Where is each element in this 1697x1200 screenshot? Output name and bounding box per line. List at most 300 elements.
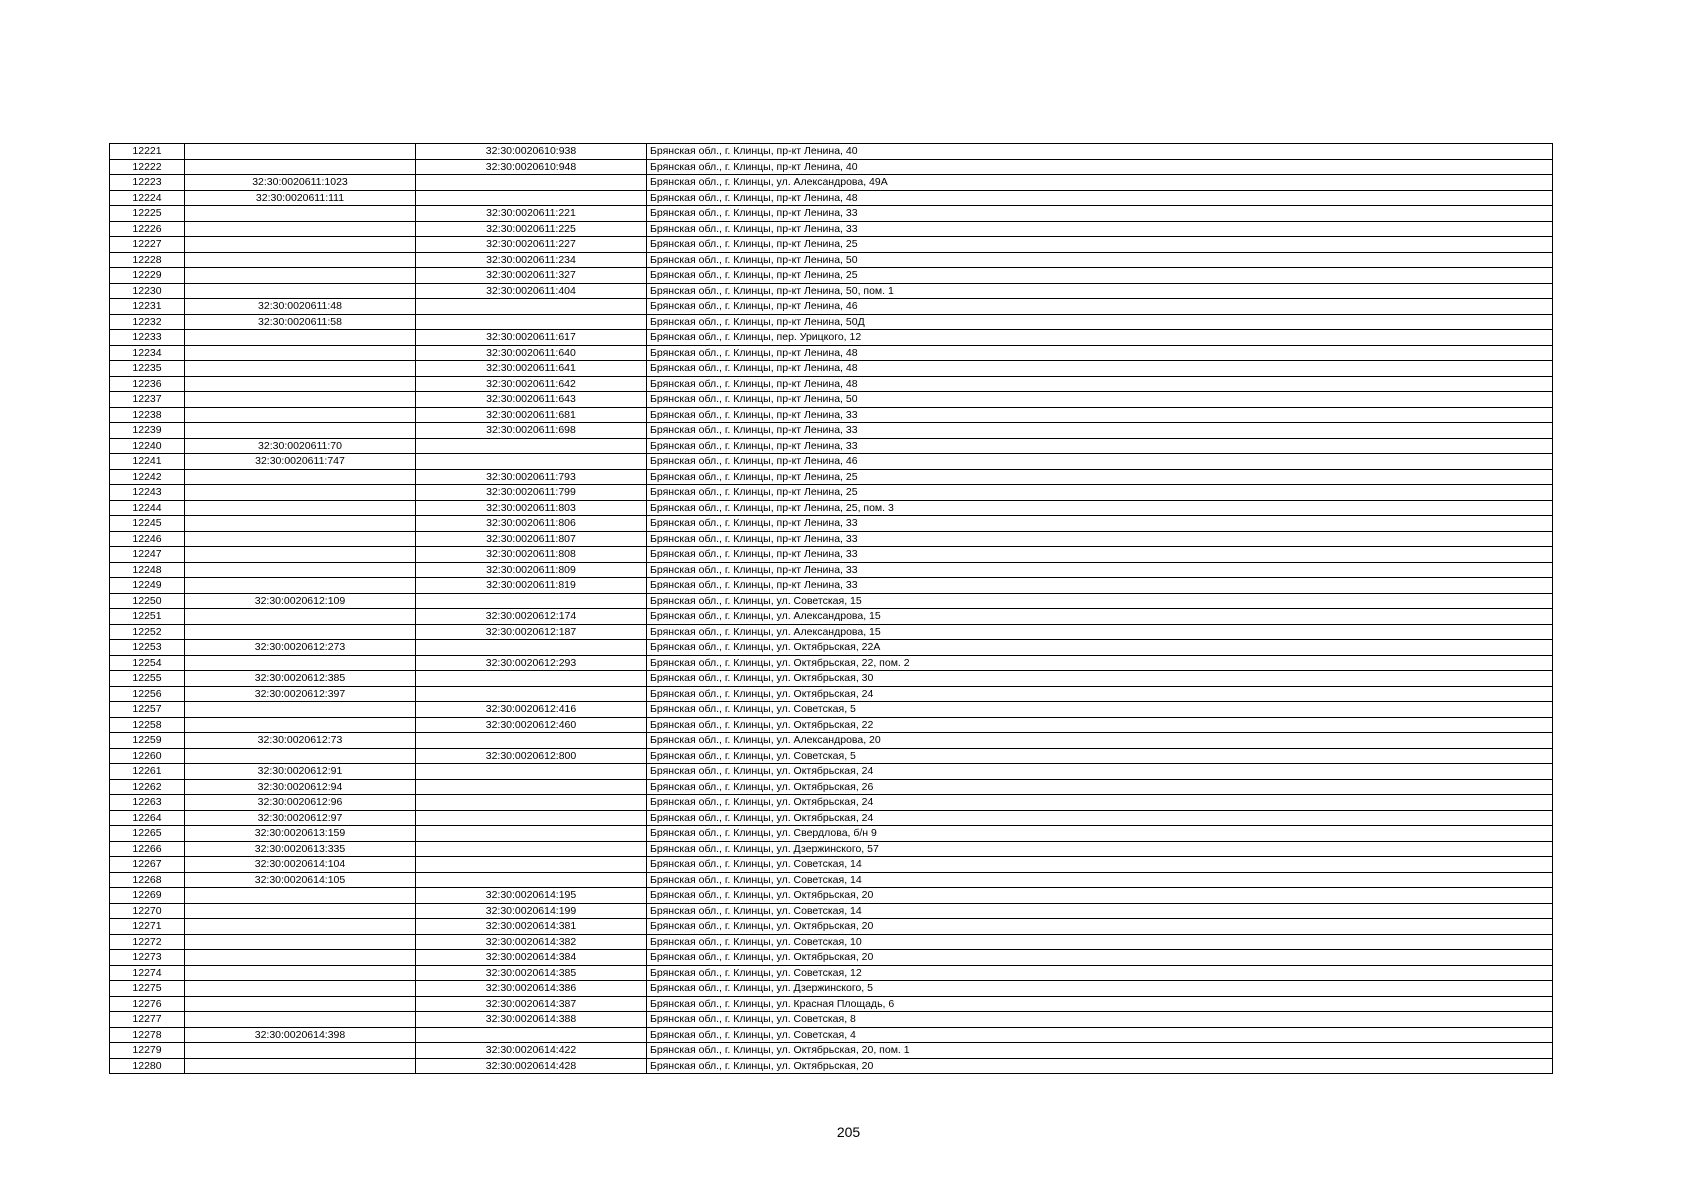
cadastral-number-a-cell (185, 624, 416, 640)
cadastral-number-a-cell (185, 609, 416, 625)
table-row (110, 857, 1553, 873)
row-number-cell: 12280 (110, 1058, 185, 1074)
cadastral-number-b-cell: 32:30:0020612:800 (416, 748, 647, 764)
row-number-cell: 12262 (110, 779, 185, 795)
address-cell: Брянская обл., г. Клинцы, ул. Советская, 15 (647, 593, 1553, 609)
cadastral-number-b-cell: 32:30:0020611:819 (416, 578, 647, 594)
row-number-cell: 12223 (110, 175, 185, 191)
table-row (110, 655, 1553, 671)
table-row (110, 268, 1553, 284)
row-number-cell: 12239 (110, 423, 185, 439)
row-number-cell: 12278 (110, 1027, 185, 1043)
address-cell: Брянская обл., г. Клинцы, ул. Свердлова, б/н 9 (647, 826, 1553, 842)
cadastral-number-a-cell (185, 531, 416, 547)
cadastral-number-a-cell (185, 516, 416, 532)
table-row (110, 640, 1553, 656)
table-row (110, 717, 1553, 733)
cadastral-number-b-cell: 32:30:0020614:385 (416, 965, 647, 981)
cadastral-number-a-cell (185, 996, 416, 1012)
cadastral-number-a-cell (185, 283, 416, 299)
table-row (110, 624, 1553, 640)
registry-table-body (110, 144, 1553, 1074)
address-cell: Брянская обл., г. Клинцы, ул. Октябрьская, 24 (647, 795, 1553, 811)
cadastral-number-a-cell (185, 206, 416, 222)
row-number-cell: 12230 (110, 283, 185, 299)
table-row (110, 779, 1553, 795)
cadastral-number-b-cell: 32:30:0020611:617 (416, 330, 647, 346)
row-number-cell: 12234 (110, 345, 185, 361)
table-row (110, 500, 1553, 516)
cadastral-number-a-cell: 32:30:0020614:398 (185, 1027, 416, 1043)
cadastral-number-b-cell: 32:30:0020611:643 (416, 392, 647, 408)
row-number-cell: 12228 (110, 252, 185, 268)
row-number-cell: 12251 (110, 609, 185, 625)
cadastral-number-a-cell (185, 919, 416, 935)
table-row (110, 547, 1553, 563)
table-row (110, 407, 1553, 423)
row-number-cell: 12252 (110, 624, 185, 640)
address-cell: Брянская обл., г. Клинцы, ул. Советская, 10 (647, 934, 1553, 950)
address-cell: Брянская обл., г. Клинцы, пр-кт Ленина, 33 (647, 562, 1553, 578)
table-row (110, 221, 1553, 237)
cadastral-number-a-cell (185, 950, 416, 966)
row-number-cell: 12237 (110, 392, 185, 408)
address-cell: Брянская обл., г. Клинцы, ул. Александрова, 15 (647, 624, 1553, 640)
address-cell: Брянская обл., г. Клинцы, пр-кт Ленина, 25 (647, 237, 1553, 253)
address-cell: Брянская обл., г. Клинцы, ул. Октябрьская, 20 (647, 950, 1553, 966)
table-row (110, 981, 1553, 997)
cadastral-number-a-cell (185, 361, 416, 377)
cadastral-number-a-cell (185, 903, 416, 919)
address-cell: Брянская обл., г. Клинцы, пр-кт Ленина, 48 (647, 345, 1553, 361)
cadastral-number-a-cell: 32:30:0020614:105 (185, 872, 416, 888)
row-number-cell: 12231 (110, 299, 185, 315)
row-number-cell: 12259 (110, 733, 185, 749)
table-row (110, 376, 1553, 392)
row-number-cell: 12225 (110, 206, 185, 222)
cadastral-number-b-cell: 32:30:0020611:799 (416, 485, 647, 501)
row-number-cell: 12222 (110, 159, 185, 175)
cadastral-number-b-cell: 32:30:0020611:234 (416, 252, 647, 268)
cadastral-number-b-cell: 32:30:0020611:698 (416, 423, 647, 439)
address-cell: Брянская обл., г. Клинцы, ул. Александрова, 49А (647, 175, 1553, 191)
row-number-cell: 12274 (110, 965, 185, 981)
cadastral-number-b-cell: 32:30:0020612:187 (416, 624, 647, 640)
address-cell: Брянская обл., г. Клинцы, пр-кт Ленина, 33 (647, 438, 1553, 454)
address-cell: Брянская обл., г. Клинцы, пр-кт Ленина, 46 (647, 299, 1553, 315)
cadastral-number-a-cell (185, 1043, 416, 1059)
address-cell: Брянская обл., г. Клинцы, ул. Октябрьская, 20 (647, 888, 1553, 904)
cadastral-number-b-cell (416, 671, 647, 687)
cadastral-number-b-cell (416, 795, 647, 811)
cadastral-number-a-cell: 32:30:0020611:747 (185, 454, 416, 470)
row-number-cell: 12271 (110, 919, 185, 935)
cadastral-number-b-cell: 32:30:0020614:388 (416, 1012, 647, 1028)
cadastral-number-b-cell: 32:30:0020611:227 (416, 237, 647, 253)
cadastral-number-b-cell: 32:30:0020611:803 (416, 500, 647, 516)
table-row (110, 361, 1553, 377)
address-cell: Брянская обл., г. Клинцы, пр-кт Ленина, 46 (647, 454, 1553, 470)
table-row (110, 1012, 1553, 1028)
cadastral-number-b-cell: 32:30:0020614:199 (416, 903, 647, 919)
cadastral-number-b-cell (416, 1027, 647, 1043)
table-row (110, 826, 1553, 842)
row-number-cell: 12235 (110, 361, 185, 377)
cadastral-number-a-cell: 32:30:0020612:397 (185, 686, 416, 702)
cadastral-number-b-cell (416, 686, 647, 702)
cadastral-number-a-cell (185, 547, 416, 563)
cadastral-number-b-cell: 32:30:0020614:422 (416, 1043, 647, 1059)
cadastral-number-b-cell: 32:30:0020611:642 (416, 376, 647, 392)
row-number-cell: 12244 (110, 500, 185, 516)
row-number-cell: 12226 (110, 221, 185, 237)
row-number-cell: 12224 (110, 190, 185, 206)
cadastral-number-a-cell (185, 423, 416, 439)
table-row (110, 423, 1553, 439)
cadastral-number-a-cell (185, 392, 416, 408)
table-row (110, 485, 1553, 501)
address-cell: Брянская обл., г. Клинцы, пр-кт Ленина, 40 (647, 144, 1553, 160)
cadastral-number-a-cell (185, 717, 416, 733)
address-cell: Брянская обл., г. Клинцы, пр-кт Ленина, 33 (647, 423, 1553, 439)
cadastral-number-a-cell: 32:30:0020612:73 (185, 733, 416, 749)
cadastral-number-a-cell (185, 345, 416, 361)
cadastral-number-b-cell (416, 190, 647, 206)
address-cell: Брянская обл., г. Клинцы, пр-кт Ленина, 40 (647, 159, 1553, 175)
cadastral-number-b-cell (416, 810, 647, 826)
row-number-cell: 12273 (110, 950, 185, 966)
row-number-cell: 12268 (110, 872, 185, 888)
table-row (110, 841, 1553, 857)
row-number-cell: 12232 (110, 314, 185, 330)
address-cell: Брянская обл., г. Клинцы, пер. Урицкого, 12 (647, 330, 1553, 346)
row-number-cell: 12275 (110, 981, 185, 997)
cadastral-number-a-cell: 32:30:0020611:70 (185, 438, 416, 454)
cadastral-number-b-cell: 32:30:0020614:382 (416, 934, 647, 950)
row-number-cell: 12269 (110, 888, 185, 904)
address-cell: Брянская обл., г. Клинцы, ул. Октябрьская, 26 (647, 779, 1553, 795)
address-cell: Брянская обл., г. Клинцы, пр-кт Ленина, 48 (647, 376, 1553, 392)
row-number-cell: 12249 (110, 578, 185, 594)
cadastral-number-a-cell: 32:30:0020611:48 (185, 299, 416, 315)
address-cell: Брянская обл., г. Клинцы, пр-кт Ленина, 48 (647, 190, 1553, 206)
table-row (110, 764, 1553, 780)
cadastral-number-a-cell (185, 500, 416, 516)
cadastral-number-b-cell: 32:30:0020611:641 (416, 361, 647, 377)
cadastral-number-a-cell (185, 268, 416, 284)
row-number-cell: 12254 (110, 655, 185, 671)
cadastral-number-a-cell (185, 221, 416, 237)
address-cell: Брянская обл., г. Клинцы, ул. Октябрьская, 22 (647, 717, 1553, 733)
cadastral-number-a-cell: 32:30:0020612:385 (185, 671, 416, 687)
cadastral-number-b-cell: 32:30:0020610:938 (416, 144, 647, 160)
cadastral-number-b-cell: 32:30:0020610:948 (416, 159, 647, 175)
row-number-cell: 12258 (110, 717, 185, 733)
cadastral-number-a-cell: 32:30:0020612:91 (185, 764, 416, 780)
table-row (110, 671, 1553, 687)
cadastral-number-b-cell: 32:30:0020614:384 (416, 950, 647, 966)
cadastral-number-b-cell (416, 857, 647, 873)
cadastral-number-a-cell: 32:30:0020611:58 (185, 314, 416, 330)
address-cell: Брянская обл., г. Клинцы, ул. Советская, 14 (647, 857, 1553, 873)
row-number-cell: 12246 (110, 531, 185, 547)
cadastral-number-b-cell: 32:30:0020611:807 (416, 531, 647, 547)
table-row (110, 1043, 1553, 1059)
table-row (110, 795, 1553, 811)
cadastral-number-a-cell (185, 144, 416, 160)
table-row (110, 888, 1553, 904)
address-cell: Брянская обл., г. Клинцы, пр-кт Ленина, 33 (647, 407, 1553, 423)
table-row (110, 996, 1553, 1012)
address-cell: Брянская обл., г. Клинцы, ул. Советская, 8 (647, 1012, 1553, 1028)
address-cell: Брянская обл., г. Клинцы, пр-кт Ленина, 33 (647, 206, 1553, 222)
table-row (110, 609, 1553, 625)
row-number-cell: 12267 (110, 857, 185, 873)
cadastral-number-b-cell: 32:30:0020612:416 (416, 702, 647, 718)
cadastral-number-b-cell: 32:30:0020611:404 (416, 283, 647, 299)
row-number-cell: 12255 (110, 671, 185, 687)
address-cell: Брянская обл., г. Клинцы, ул. Октябрьская, 24 (647, 810, 1553, 826)
address-cell: Брянская обл., г. Клинцы, пр-кт Ленина, 33 (647, 578, 1553, 594)
table-row (110, 531, 1553, 547)
row-number-cell: 12270 (110, 903, 185, 919)
address-cell: Брянская обл., г. Клинцы, ул. Октябрьская, 30 (647, 671, 1553, 687)
address-cell: Брянская обл., г. Клинцы, ул. Октябрьская, 24 (647, 764, 1553, 780)
cadastral-number-a-cell (185, 252, 416, 268)
cadastral-number-b-cell (416, 593, 647, 609)
cadastral-number-b-cell (416, 314, 647, 330)
address-cell: Брянская обл., г. Клинцы, пр-кт Ленина, 50 (647, 252, 1553, 268)
row-number-cell: 12240 (110, 438, 185, 454)
address-cell: Брянская обл., г. Клинцы, ул. Советская, 12 (647, 965, 1553, 981)
cadastral-number-a-cell (185, 330, 416, 346)
table-row (110, 686, 1553, 702)
row-number-cell: 12263 (110, 795, 185, 811)
cadastral-number-a-cell: 32:30:0020612:94 (185, 779, 416, 795)
row-number-cell: 12264 (110, 810, 185, 826)
table-row (110, 578, 1553, 594)
address-cell: Брянская обл., г. Клинцы, ул. Октябрьская, 24 (647, 686, 1553, 702)
table-row (110, 562, 1553, 578)
table-row (110, 175, 1553, 191)
table-row (110, 159, 1553, 175)
row-number-cell: 12243 (110, 485, 185, 501)
cadastral-number-b-cell (416, 438, 647, 454)
address-cell: Брянская обл., г. Клинцы, пр-кт Ленина, 50 (647, 392, 1553, 408)
table-row (110, 252, 1553, 268)
address-cell: Брянская обл., г. Клинцы, ул. Советская, 14 (647, 903, 1553, 919)
cadastral-number-a-cell (185, 748, 416, 764)
cadastral-number-b-cell: 32:30:0020611:806 (416, 516, 647, 532)
row-number-cell: 12276 (110, 996, 185, 1012)
cadastral-number-a-cell (185, 702, 416, 718)
table-row (110, 1058, 1553, 1074)
cadastral-number-b-cell: 32:30:0020612:293 (416, 655, 647, 671)
table-row (110, 314, 1553, 330)
address-cell: Брянская обл., г. Клинцы, ул. Красная Площадь, 6 (647, 996, 1553, 1012)
address-cell: Брянская обл., г. Клинцы, ул. Дзержинского, 57 (647, 841, 1553, 857)
cadastral-number-a-cell (185, 159, 416, 175)
address-cell: Брянская обл., г. Клинцы, пр-кт Ленина, 33 (647, 547, 1553, 563)
address-cell: Брянская обл., г. Клинцы, ул. Александрова, 15 (647, 609, 1553, 625)
cadastral-number-a-cell: 32:30:0020614:104 (185, 857, 416, 873)
cadastral-number-b-cell: 32:30:0020614:387 (416, 996, 647, 1012)
table-row (110, 593, 1553, 609)
cadastral-number-a-cell (185, 562, 416, 578)
cadastral-number-a-cell: 32:30:0020613:159 (185, 826, 416, 842)
row-number-cell: 12242 (110, 469, 185, 485)
cadastral-number-a-cell (185, 1058, 416, 1074)
table-row (110, 392, 1553, 408)
row-number-cell: 12236 (110, 376, 185, 392)
row-number-cell: 12247 (110, 547, 185, 563)
table-row (110, 299, 1553, 315)
row-number-cell: 12277 (110, 1012, 185, 1028)
address-cell: Брянская обл., г. Клинцы, пр-кт Ленина, 25 (647, 485, 1553, 501)
row-number-cell: 12238 (110, 407, 185, 423)
table-row (110, 702, 1553, 718)
table-row (110, 965, 1553, 981)
cadastral-number-a-cell (185, 655, 416, 671)
row-number-cell: 12260 (110, 748, 185, 764)
address-cell: Брянская обл., г. Клинцы, ул. Дзержинского, 5 (647, 981, 1553, 997)
address-cell: Брянская обл., г. Клинцы, ул. Октябрьская, 22, пом. 2 (647, 655, 1553, 671)
cadastral-number-b-cell: 32:30:0020611:327 (416, 268, 647, 284)
cadastral-number-b-cell: 32:30:0020612:174 (416, 609, 647, 625)
address-cell: Брянская обл., г. Клинцы, пр-кт Ленина, 50, пом. 1 (647, 283, 1553, 299)
page-number: 205 (836, 1124, 861, 1140)
cadastral-number-b-cell: 32:30:0020611:640 (416, 345, 647, 361)
row-number-cell: 12253 (110, 640, 185, 656)
table-row (110, 469, 1553, 485)
row-number-cell: 12272 (110, 934, 185, 950)
table-row (110, 345, 1553, 361)
cadastral-number-b-cell: 32:30:0020614:381 (416, 919, 647, 935)
row-number-cell: 12279 (110, 1043, 185, 1059)
cadastral-number-b-cell (416, 733, 647, 749)
address-cell: Брянская обл., г. Клинцы, пр-кт Ленина, 33 (647, 531, 1553, 547)
table-row (110, 1027, 1553, 1043)
row-number-cell: 12250 (110, 593, 185, 609)
table-row (110, 872, 1553, 888)
address-cell: Брянская обл., г. Клинцы, ул. Октябрьская, 20, пом. 1 (647, 1043, 1553, 1059)
cadastral-number-a-cell (185, 237, 416, 253)
table-row (110, 748, 1553, 764)
row-number-cell: 12257 (110, 702, 185, 718)
cadastral-number-b-cell (416, 841, 647, 857)
address-cell: Брянская обл., г. Клинцы, пр-кт Ленина, 25 (647, 469, 1553, 485)
cadastral-number-a-cell: 32:30:0020611:111 (185, 190, 416, 206)
cadastral-number-b-cell (416, 454, 647, 470)
cadastral-number-a-cell: 32:30:0020612:109 (185, 593, 416, 609)
cadastral-number-a-cell (185, 934, 416, 950)
cadastral-number-a-cell (185, 965, 416, 981)
table-row (110, 190, 1553, 206)
cadastral-number-b-cell: 32:30:0020611:225 (416, 221, 647, 237)
cadastral-number-a-cell: 32:30:0020613:335 (185, 841, 416, 857)
cadastral-number-b-cell: 32:30:0020611:793 (416, 469, 647, 485)
cadastral-number-a-cell: 32:30:0020611:1023 (185, 175, 416, 191)
cadastral-number-b-cell: 32:30:0020611:681 (416, 407, 647, 423)
row-number-cell: 12227 (110, 237, 185, 253)
cadastral-number-b-cell: 32:30:0020614:195 (416, 888, 647, 904)
cadastral-number-b-cell (416, 299, 647, 315)
cadastral-number-a-cell (185, 1012, 416, 1028)
table-row (110, 903, 1553, 919)
table-row (110, 934, 1553, 950)
cadastral-number-b-cell (416, 640, 647, 656)
address-cell: Брянская обл., г. Клинцы, ул. Советская, 5 (647, 748, 1553, 764)
table-row (110, 454, 1553, 470)
table-row (110, 144, 1553, 160)
table-row (110, 438, 1553, 454)
row-number-cell: 12229 (110, 268, 185, 284)
cadastral-number-b-cell: 32:30:0020611:808 (416, 547, 647, 563)
row-number-cell: 12248 (110, 562, 185, 578)
row-number-cell: 12245 (110, 516, 185, 532)
cadastral-number-b-cell: 32:30:0020611:221 (416, 206, 647, 222)
table-row (110, 330, 1553, 346)
address-cell: Брянская обл., г. Клинцы, пр-кт Ленина, 33 (647, 516, 1553, 532)
address-cell: Брянская обл., г. Клинцы, пр-кт Ленина, 50Д (647, 314, 1553, 330)
cadastral-number-b-cell: 32:30:0020614:386 (416, 981, 647, 997)
cadastral-number-b-cell (416, 764, 647, 780)
address-cell: Брянская обл., г. Клинцы, ул. Октябрьская, 20 (647, 1058, 1553, 1074)
cadastral-number-a-cell (185, 981, 416, 997)
address-cell: Брянская обл., г. Клинцы, ул. Советская, 5 (647, 702, 1553, 718)
address-cell: Брянская обл., г. Клинцы, ул. Октябрьская, 20 (647, 919, 1553, 935)
address-cell: Брянская обл., г. Клинцы, ул. Октябрьская, 22А (647, 640, 1553, 656)
row-number-cell: 12221 (110, 144, 185, 160)
cadastral-number-a-cell: 32:30:0020612:273 (185, 640, 416, 656)
address-cell: Брянская обл., г. Клинцы, пр-кт Ленина, 25, пом. 3 (647, 500, 1553, 516)
cadastral-number-a-cell (185, 578, 416, 594)
cadastral-number-b-cell: 32:30:0020612:460 (416, 717, 647, 733)
table-row (110, 810, 1553, 826)
table-row (110, 919, 1553, 935)
cadastral-number-a-cell (185, 485, 416, 501)
table-row (110, 516, 1553, 532)
row-number-cell: 12261 (110, 764, 185, 780)
row-number-cell: 12265 (110, 826, 185, 842)
cadastral-number-b-cell: 32:30:0020611:809 (416, 562, 647, 578)
registry-table (109, 143, 1553, 1074)
address-cell: Брянская обл., г. Клинцы, пр-кт Ленина, 25 (647, 268, 1553, 284)
row-number-cell: 12256 (110, 686, 185, 702)
row-number-cell: 12233 (110, 330, 185, 346)
address-cell: Брянская обл., г. Клинцы, ул. Александрова, 20 (647, 733, 1553, 749)
cadastral-number-a-cell (185, 376, 416, 392)
table-row (110, 237, 1553, 253)
table-row (110, 950, 1553, 966)
row-number-cell: 12266 (110, 841, 185, 857)
table-row (110, 733, 1553, 749)
cadastral-number-b-cell (416, 872, 647, 888)
address-cell: Брянская обл., г. Клинцы, ул. Советская, 4 (647, 1027, 1553, 1043)
table-row (110, 283, 1553, 299)
table-row (110, 206, 1553, 222)
cadastral-number-b-cell (416, 779, 647, 795)
address-cell: Брянская обл., г. Клинцы, ул. Советская, 14 (647, 872, 1553, 888)
cadastral-number-b-cell (416, 826, 647, 842)
cadastral-number-a-cell (185, 888, 416, 904)
address-cell: Брянская обл., г. Клинцы, пр-кт Ленина, 33 (647, 221, 1553, 237)
cadastral-number-a-cell (185, 469, 416, 485)
cadastral-number-a-cell (185, 407, 416, 423)
cadastral-number-b-cell: 32:30:0020614:428 (416, 1058, 647, 1074)
cadastral-number-a-cell: 32:30:0020612:96 (185, 795, 416, 811)
address-cell: Брянская обл., г. Клинцы, пр-кт Ленина, 48 (647, 361, 1553, 377)
